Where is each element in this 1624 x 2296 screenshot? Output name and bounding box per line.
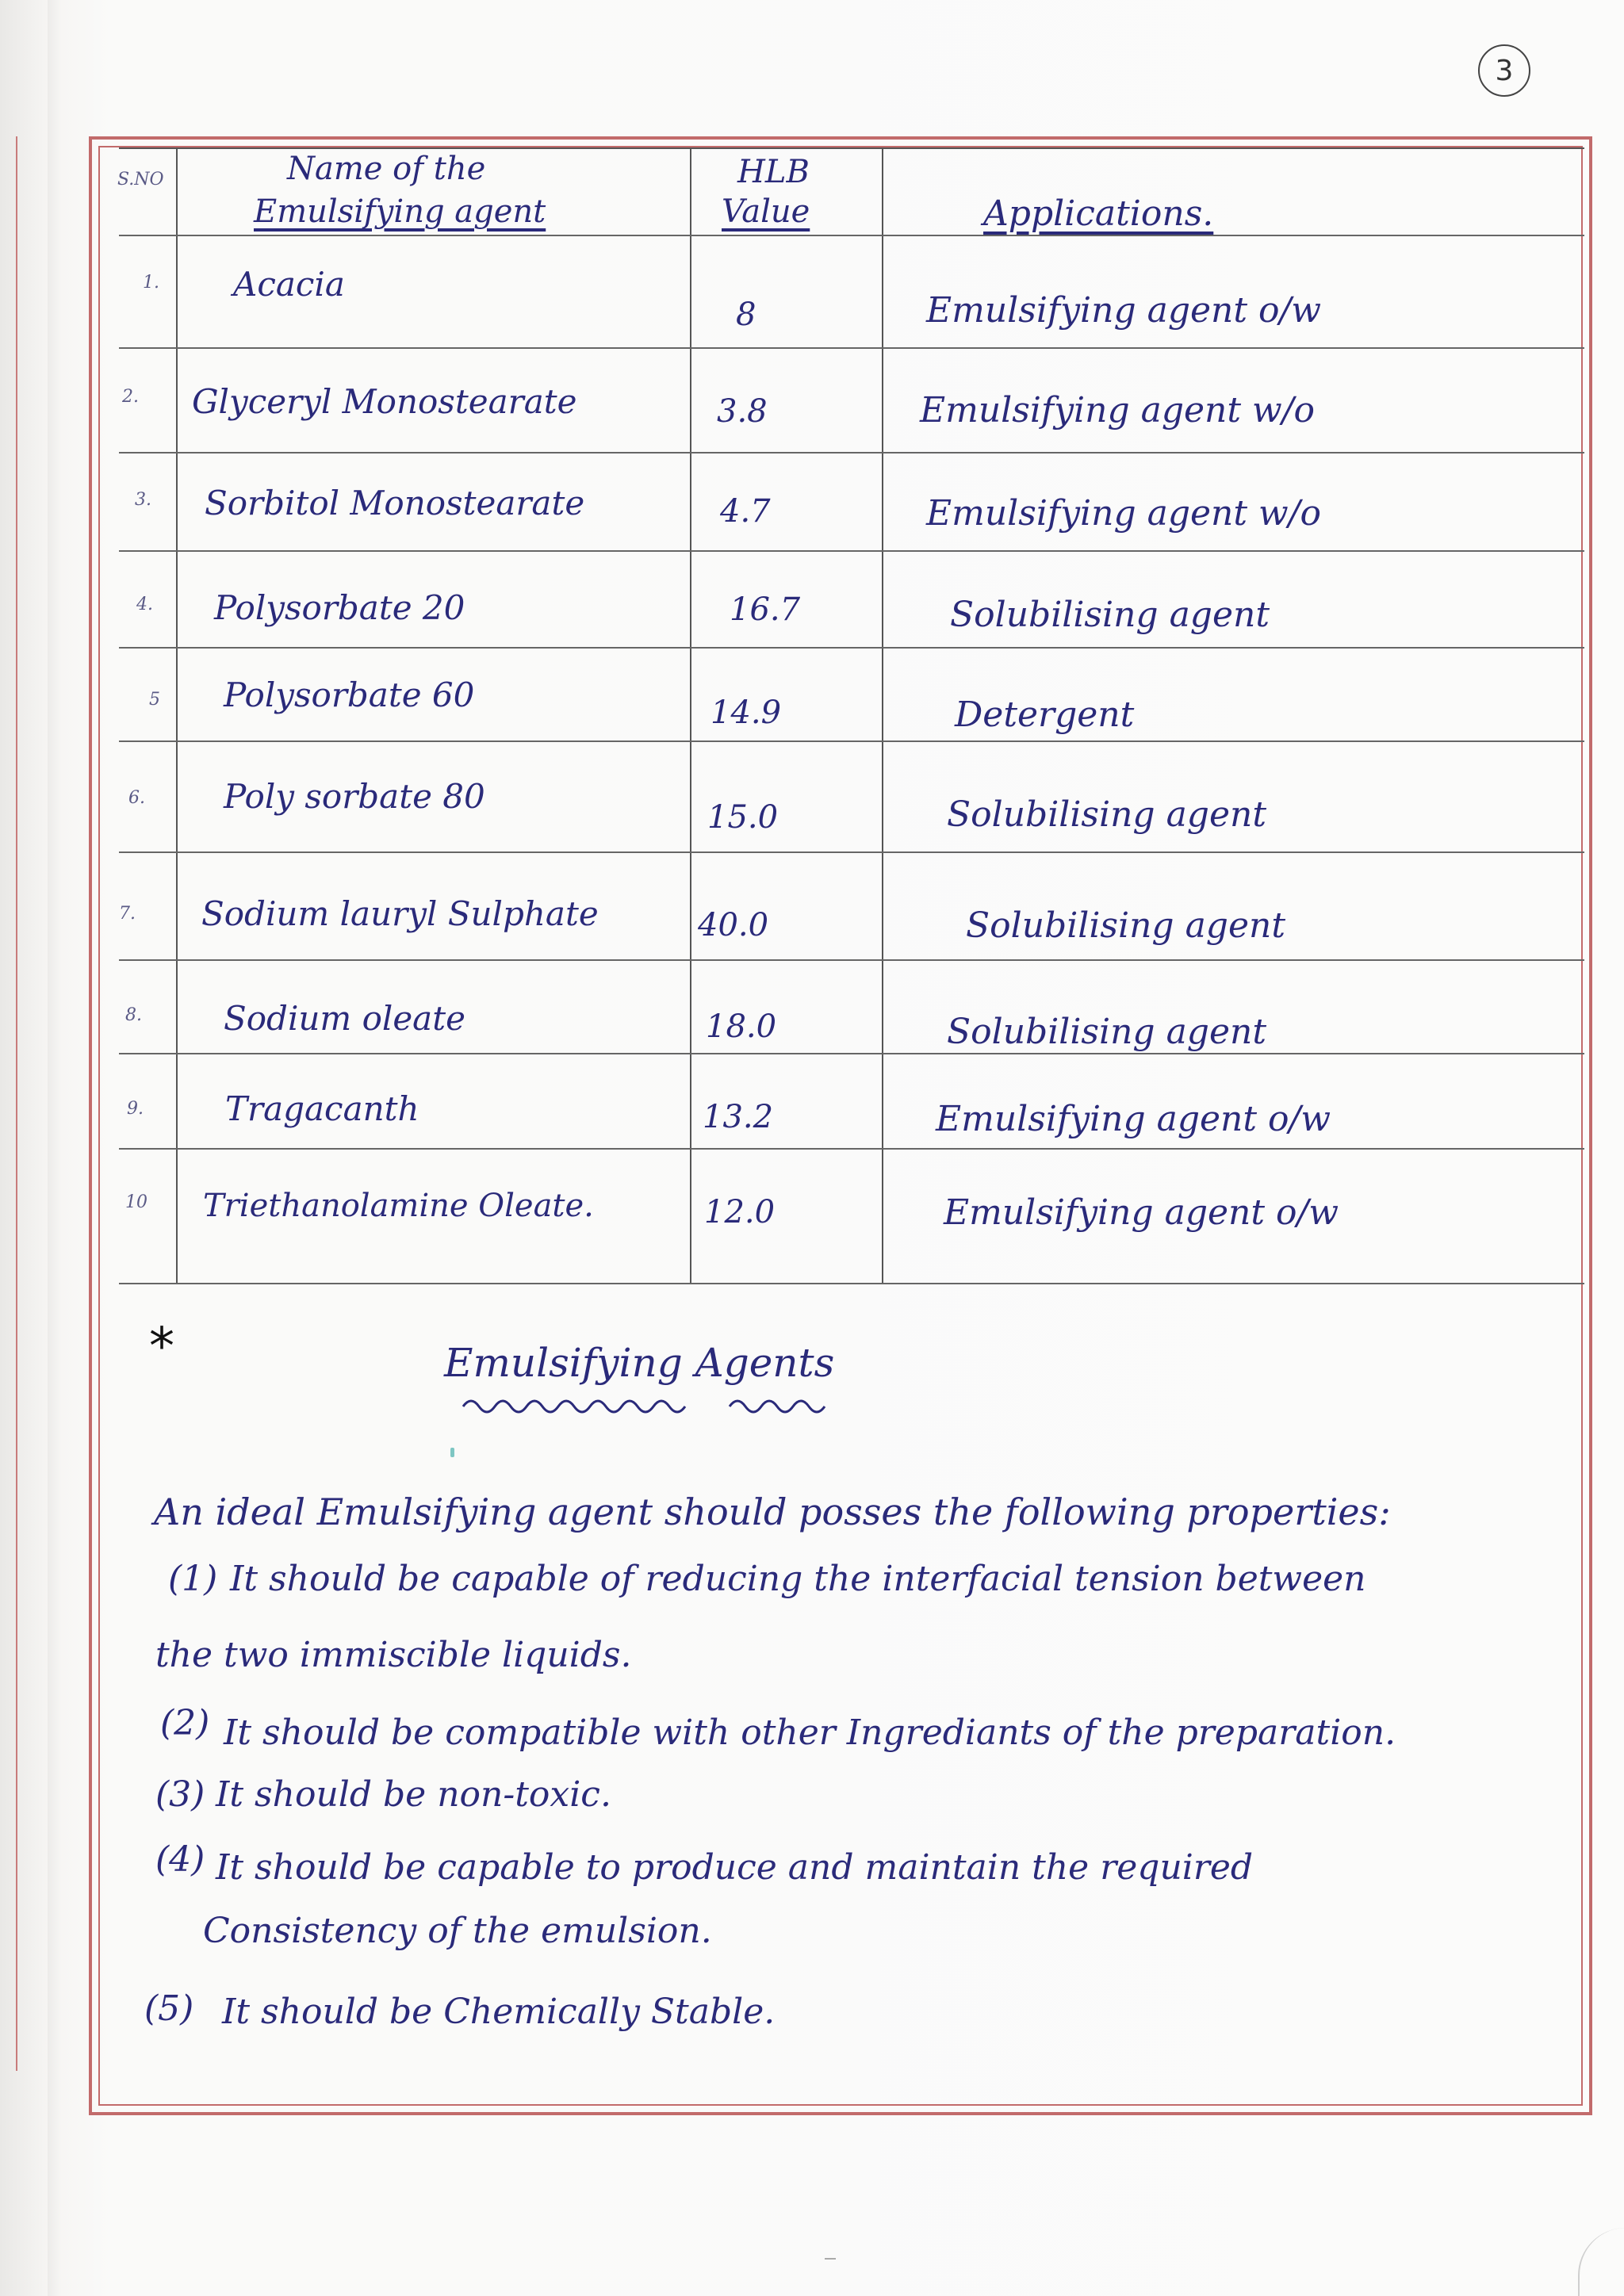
row-1-sno: 1. xyxy=(143,273,159,293)
table-column-rule xyxy=(690,147,691,1283)
header-hlb-line1: HLB xyxy=(737,154,810,190)
row-10-name: Triethanolamine Oleate. xyxy=(203,1188,594,1224)
property-3-text: It should be non-toxic. xyxy=(216,1774,611,1815)
row-7-hlb: 40.0 xyxy=(698,907,769,943)
row-3-hlb: 4.7 xyxy=(720,493,771,530)
table-row-rule xyxy=(119,1053,1584,1054)
table-row-rule xyxy=(119,347,1584,349)
row-6-application: Solubilising agent xyxy=(947,794,1267,835)
header-name-line2: Emulsifying agent xyxy=(254,193,546,230)
table-header-rule xyxy=(119,235,1584,236)
row-3-sno: 3. xyxy=(135,490,151,510)
hlb-table xyxy=(119,147,1584,1289)
property-1-text: It should be capable of reducing the interfacial tension between xyxy=(230,1559,1366,1599)
row-2-name: Glyceryl Monostearate xyxy=(192,382,577,421)
property-1-continuation: the two immiscible liquids. xyxy=(155,1635,632,1675)
table-row-rule xyxy=(119,959,1584,961)
property-2-number: (2) xyxy=(160,1703,210,1743)
section-bullet: * xyxy=(149,1318,174,1376)
row-6-name: Poly sorbate 80 xyxy=(224,777,485,816)
title-underline-squiggle xyxy=(460,1391,856,1418)
row-9-sno: 9. xyxy=(127,1099,144,1119)
property-3-number: (3) xyxy=(155,1774,205,1815)
row-9-application: Emulsifying agent o/w xyxy=(936,1099,1331,1139)
property-4-continuation: Consistency of the emulsion. xyxy=(203,1911,712,1951)
property-5-text: It should be Chemically Stable. xyxy=(222,1992,776,2032)
row-7-sno: 7. xyxy=(119,904,136,924)
table-row-rule xyxy=(119,1148,1584,1150)
table-top-rule xyxy=(119,147,1584,149)
row-9-hlb: 13.2 xyxy=(703,1099,774,1135)
ink-speck xyxy=(450,1448,454,1457)
table-row-rule xyxy=(119,647,1584,649)
table-row-rule xyxy=(119,740,1584,742)
header-sno: S.NO xyxy=(117,170,164,189)
row-5-hlb: 14.9 xyxy=(710,695,782,731)
header-applications: Applications. xyxy=(983,193,1214,234)
row-3-name: Sorbitol Monostearate xyxy=(205,484,585,522)
row-7-application: Solubilising agent xyxy=(966,905,1286,946)
property-4-number: (4) xyxy=(155,1839,205,1880)
row-1-application: Emulsifying agent o/w xyxy=(926,290,1322,331)
row-8-name: Sodium oleate xyxy=(224,999,465,1038)
row-4-application: Solubilising agent xyxy=(950,595,1270,635)
property-4-text: It should be capable to produce and maintain the required xyxy=(216,1847,1254,1888)
property-2-text: It should be compatible with other Ingrediants of the preparation. xyxy=(224,1712,1396,1753)
row-10-application: Emulsifying agent o/w xyxy=(944,1192,1339,1233)
row-8-hlb: 18.0 xyxy=(706,1008,777,1045)
row-4-sno: 4. xyxy=(136,595,153,614)
row-5-name: Polysorbate 60 xyxy=(224,675,475,714)
table-bottom-rule xyxy=(119,1283,1584,1284)
row-10-sno: 10 xyxy=(125,1192,147,1212)
section-intro: An ideal Emulsifying agent should posses the following properties: xyxy=(154,1490,1391,1533)
row-2-application: Emulsifying agent w/o xyxy=(920,390,1316,430)
row-8-sno: 8. xyxy=(125,1005,142,1025)
row-4-name: Polysorbate 20 xyxy=(214,588,465,627)
row-7-name: Sodium lauryl Sulphate xyxy=(201,894,599,933)
page-number-text: 3 xyxy=(1495,54,1514,87)
left-margin-rule xyxy=(16,136,22,2071)
row-4-hlb: 16.7 xyxy=(730,591,801,628)
row-5-application: Detergent xyxy=(955,695,1135,735)
section-title: Emulsifying Agents xyxy=(444,1340,835,1386)
property-5-number: (5) xyxy=(144,1988,194,2029)
header-name-line1: Name of the xyxy=(287,151,486,187)
row-1-name: Acacia xyxy=(233,265,345,304)
scan-mark xyxy=(825,2258,836,2260)
row-9-name: Tragacanth xyxy=(225,1089,419,1128)
table-column-rule xyxy=(882,147,883,1283)
row-2-hlb: 3.8 xyxy=(717,393,768,430)
row-3-application: Emulsifying agent w/o xyxy=(926,493,1322,534)
row-6-sno: 6. xyxy=(128,788,145,808)
row-1-hlb: 8 xyxy=(736,297,756,333)
page-number xyxy=(1478,44,1530,97)
row-6-hlb: 15.0 xyxy=(707,799,779,836)
table-row-rule xyxy=(119,851,1584,853)
row-10-hlb: 12.0 xyxy=(704,1194,776,1230)
row-8-application: Solubilising agent xyxy=(947,1012,1267,1052)
binding-shadow xyxy=(48,0,62,2296)
table-column-rule xyxy=(176,147,178,1283)
row-2-sno: 2. xyxy=(122,387,139,407)
table-row-rule xyxy=(119,452,1584,453)
row-5-sno: 5 xyxy=(149,690,160,710)
header-hlb-line2: Value xyxy=(722,193,810,230)
property-1-number: (1) xyxy=(168,1559,218,1599)
table-row-rule xyxy=(119,550,1584,552)
